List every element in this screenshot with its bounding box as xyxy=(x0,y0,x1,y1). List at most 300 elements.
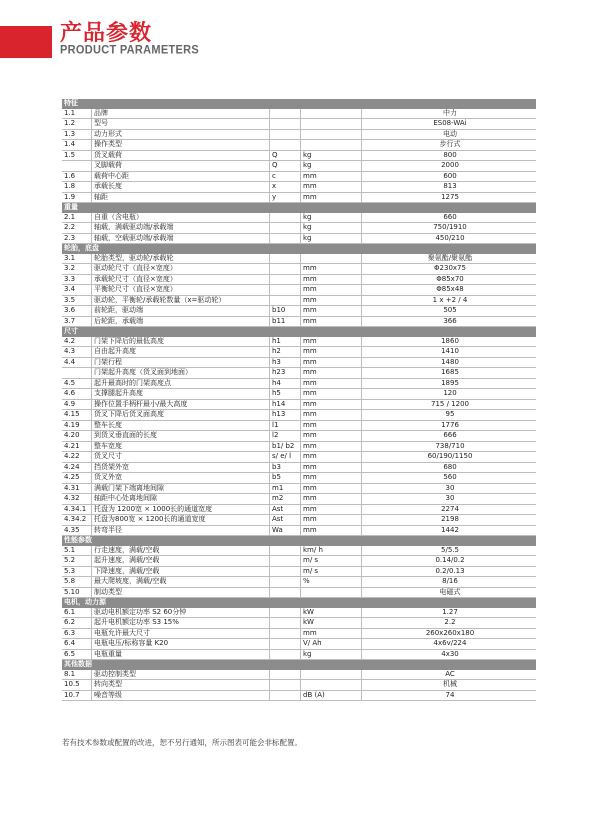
row-value: 2274 xyxy=(362,504,537,515)
row-number: 4.2 xyxy=(62,337,92,347)
row-number: 4.24 xyxy=(62,462,92,473)
row-symbol xyxy=(270,556,301,567)
row-name: 门架下降后的最低高度 xyxy=(92,337,270,347)
table-row xyxy=(62,628,536,639)
table-row xyxy=(62,378,536,389)
row-unit: mm xyxy=(301,389,362,400)
row-number: 4.35 xyxy=(62,525,92,536)
row-symbol: x xyxy=(270,182,301,193)
row-symbol xyxy=(270,264,301,275)
row-name: 前轮距，驱动端 xyxy=(92,306,270,317)
row-value: 0.2/0.13 xyxy=(362,566,537,577)
row-number: 10.7 xyxy=(62,690,92,701)
row-symbol: h5 xyxy=(270,389,301,400)
row-number: 4.4 xyxy=(62,357,92,368)
row-name: 行走速度，满载/空载 xyxy=(92,546,270,556)
page-subtitle: PRODUCT PARAMETERS xyxy=(60,43,200,57)
row-name: 制动类型 xyxy=(92,587,270,598)
row-number: 1.3 xyxy=(62,129,92,140)
row-number: 5.10 xyxy=(62,587,92,598)
table-row xyxy=(62,556,536,567)
table-row xyxy=(62,690,536,701)
row-value: 600 xyxy=(362,171,537,182)
table-row xyxy=(62,649,536,660)
table-row xyxy=(62,119,536,130)
row-unit: kg xyxy=(301,150,362,161)
section-title: 电机，动力源 xyxy=(62,598,536,608)
row-name: 起升电机额定功率 S3 15% xyxy=(92,618,270,629)
row-name: 自由起升高度 xyxy=(92,347,270,358)
row-name: 支撑腿起升高度 xyxy=(92,389,270,400)
row-value: Φ85x70 xyxy=(362,274,537,285)
row-unit xyxy=(301,129,362,140)
row-symbol: h1 xyxy=(270,337,301,347)
row-value: 750/1910 xyxy=(362,223,537,234)
row-number: 4.34.1 xyxy=(62,504,92,515)
row-unit: mm xyxy=(301,378,362,389)
row-number: 4.31 xyxy=(62,483,92,494)
row-value: 1 x +2 / 4 xyxy=(362,295,537,306)
section-header xyxy=(62,99,536,109)
row-value: 电动 xyxy=(362,129,537,140)
row-symbol: m1 xyxy=(270,483,301,494)
row-number: 3.4 xyxy=(62,285,92,296)
row-number xyxy=(62,161,92,172)
row-number: 1.5 xyxy=(62,150,92,161)
row-symbol: b10 xyxy=(270,306,301,317)
row-unit: mm xyxy=(301,295,362,306)
table-row xyxy=(62,233,536,244)
row-number: 5.8 xyxy=(62,577,92,588)
row-unit: mm xyxy=(301,192,362,203)
row-name: 转向类型 xyxy=(92,680,270,691)
row-value: Φ85x48 xyxy=(362,285,537,296)
row-symbol: y xyxy=(270,192,301,203)
row-value: 738/710 xyxy=(362,441,537,452)
section-title: 其他数据 xyxy=(62,660,536,670)
row-unit: kg xyxy=(301,649,362,660)
row-value: 1480 xyxy=(362,357,537,368)
row-symbol: h23 xyxy=(270,368,301,379)
row-name: 整车长度 xyxy=(92,420,270,431)
row-symbol xyxy=(270,274,301,285)
table-row xyxy=(62,566,536,577)
row-name: 起升速度，满载/空载 xyxy=(92,556,270,567)
row-symbol: b11 xyxy=(270,316,301,327)
row-symbol: Q xyxy=(270,150,301,161)
table-row xyxy=(62,441,536,452)
row-name: 门架起升高度（货叉面到地面） xyxy=(92,368,270,379)
row-name: 转弯半径 xyxy=(92,525,270,536)
row-value: 1275 xyxy=(362,192,537,203)
row-value: 1442 xyxy=(362,525,537,536)
row-number: 6.2 xyxy=(62,618,92,629)
row-name: 自重（含电瓶） xyxy=(92,213,270,223)
row-number: 4.5 xyxy=(62,378,92,389)
row-unit: kg xyxy=(301,233,362,244)
row-value: 666 xyxy=(362,431,537,442)
row-value: ES08-WAi xyxy=(362,119,537,130)
table-row xyxy=(62,109,536,119)
row-unit xyxy=(301,670,362,680)
row-number: 10.5 xyxy=(62,680,92,691)
table-row xyxy=(62,171,536,182)
row-name: 操作类型 xyxy=(92,140,270,151)
table-row xyxy=(62,462,536,473)
row-unit: kW xyxy=(301,618,362,629)
section-title: 重量 xyxy=(62,203,536,213)
section-title: 尺寸 xyxy=(62,327,536,337)
row-unit: km/ h xyxy=(301,546,362,556)
row-value: 95 xyxy=(362,410,537,421)
row-value: 800 xyxy=(362,150,537,161)
row-value: 1685 xyxy=(362,368,537,379)
row-unit xyxy=(301,254,362,264)
row-number: 4.3 xyxy=(62,347,92,358)
row-unit: mm xyxy=(301,347,362,358)
row-name: 轴距中心处离地间隙 xyxy=(92,494,270,505)
table-row xyxy=(62,213,536,223)
row-name: 型号 xyxy=(92,119,270,130)
table-row xyxy=(62,639,536,650)
row-symbol: m2 xyxy=(270,494,301,505)
row-number: 3.5 xyxy=(62,295,92,306)
row-name: 叉脚载荷 xyxy=(92,161,270,172)
table-row xyxy=(62,285,536,296)
table-row xyxy=(62,264,536,275)
row-name: 整车宽度 xyxy=(92,441,270,452)
table-row xyxy=(62,357,536,368)
row-unit: mm xyxy=(301,337,362,347)
row-name: 品牌 xyxy=(92,109,270,119)
row-symbol xyxy=(270,546,301,556)
row-number: 4.34.2 xyxy=(62,515,92,526)
table-row xyxy=(62,368,536,379)
row-name: 承载轮尺寸（直径×宽度） xyxy=(92,274,270,285)
row-number: 5.1 xyxy=(62,546,92,556)
table-row xyxy=(62,129,536,140)
row-number: 6.5 xyxy=(62,649,92,660)
row-number: 2.3 xyxy=(62,233,92,244)
row-value: AC xyxy=(362,670,537,680)
row-value: 中力 xyxy=(362,109,537,119)
table-row xyxy=(62,608,536,618)
row-symbol xyxy=(270,566,301,577)
row-unit: mm xyxy=(301,628,362,639)
table-row xyxy=(62,494,536,505)
row-symbol xyxy=(270,254,301,264)
row-number: 6.1 xyxy=(62,608,92,618)
row-name: 噪音等级 xyxy=(92,690,270,701)
row-name: 驱动控制类型 xyxy=(92,670,270,680)
row-number: 4.9 xyxy=(62,399,92,410)
row-number: 1.1 xyxy=(62,109,92,119)
table-row xyxy=(62,431,536,442)
table-row xyxy=(62,316,536,327)
section-header xyxy=(62,536,536,546)
row-unit: mm xyxy=(301,441,362,452)
row-value: 30 xyxy=(362,494,537,505)
row-value: 机械 xyxy=(362,680,537,691)
row-unit xyxy=(301,587,362,598)
row-number: 1.8 xyxy=(62,182,92,193)
row-value: 2198 xyxy=(362,515,537,526)
table-row xyxy=(62,306,536,317)
row-symbol: h3 xyxy=(270,357,301,368)
row-symbol xyxy=(270,618,301,629)
row-value: 步行式 xyxy=(362,140,537,151)
row-number: 4.19 xyxy=(62,420,92,431)
row-unit: m/ s xyxy=(301,556,362,567)
row-symbol xyxy=(270,295,301,306)
row-value: 813 xyxy=(362,182,537,193)
row-symbol: b1/ b2 xyxy=(270,441,301,452)
row-value: 260x260x180 xyxy=(362,628,537,639)
row-value: 715 / 1200 xyxy=(362,399,537,410)
row-unit: mm xyxy=(301,368,362,379)
row-symbol: l2 xyxy=(270,431,301,442)
table-row xyxy=(62,295,536,306)
table-row xyxy=(62,420,536,431)
row-unit: kW xyxy=(301,608,362,618)
table-row xyxy=(62,670,536,680)
row-number: 3.2 xyxy=(62,264,92,275)
header-red-bar xyxy=(0,26,52,58)
row-symbol: b3 xyxy=(270,462,301,473)
row-number: 1.6 xyxy=(62,171,92,182)
row-number: 3.3 xyxy=(62,274,92,285)
row-value: 450/210 xyxy=(362,233,537,244)
row-name: 载荷中心距 xyxy=(92,171,270,182)
row-value: 1410 xyxy=(362,347,537,358)
row-symbol xyxy=(270,223,301,234)
row-name: 轴载，满载驱动端/承载端 xyxy=(92,223,270,234)
row-number: 4.22 xyxy=(62,452,92,463)
row-unit: mm xyxy=(301,316,362,327)
table-row xyxy=(62,473,536,484)
row-value: 30 xyxy=(362,483,537,494)
table-row xyxy=(62,274,536,285)
row-unit: mm xyxy=(301,171,362,182)
row-value: 1895 xyxy=(362,378,537,389)
section-title: 特征 xyxy=(62,99,536,109)
row-symbol xyxy=(270,233,301,244)
row-name: 平衡轮尺寸（直径×宽度） xyxy=(92,285,270,296)
row-number: 6.3 xyxy=(62,628,92,639)
row-symbol xyxy=(270,285,301,296)
table-row xyxy=(62,504,536,515)
row-symbol xyxy=(270,690,301,701)
row-value: 电磁式 xyxy=(362,587,537,598)
table-row xyxy=(62,452,536,463)
table-row xyxy=(62,618,536,629)
row-symbol: h13 xyxy=(270,410,301,421)
row-symbol xyxy=(270,213,301,223)
row-name: 轮胎类型，驱动轮/承载轮 xyxy=(92,254,270,264)
table-row xyxy=(62,515,536,526)
row-unit: mm xyxy=(301,525,362,536)
row-name: 挡货架外宽 xyxy=(92,462,270,473)
section-header xyxy=(62,598,536,608)
row-number: 3.7 xyxy=(62,316,92,327)
row-symbol xyxy=(270,628,301,639)
row-unit: V/ Ah xyxy=(301,639,362,650)
row-unit: mm xyxy=(301,420,362,431)
section-title: 轮胎，底盘 xyxy=(62,244,536,254)
row-number: 4.32 xyxy=(62,494,92,505)
row-unit xyxy=(301,109,362,119)
row-name: 电瓶电压/标称容量 K20 xyxy=(92,639,270,650)
row-value: 1860 xyxy=(362,337,537,347)
table-row xyxy=(62,192,536,203)
row-unit: mm xyxy=(301,462,362,473)
row-name: 后轮距，承载端 xyxy=(92,316,270,327)
row-unit: dB (A) xyxy=(301,690,362,701)
row-unit: m/ s xyxy=(301,566,362,577)
row-symbol xyxy=(270,109,301,119)
row-symbol: h2 xyxy=(270,347,301,358)
row-symbol xyxy=(270,119,301,130)
row-name: 电瓶重量 xyxy=(92,649,270,660)
row-name: 驱动轮，平衡轮/承载轮数量（x=驱动轮） xyxy=(92,295,270,306)
row-name: 动力形式 xyxy=(92,129,270,140)
row-value: 1776 xyxy=(362,420,537,431)
footer-note: 若有技术参数或配置的改进，恕不另行通知，所示图表可能会非标配置。 xyxy=(62,738,302,747)
row-name: 托盘为800宽 × 1200长的通道宽度 xyxy=(92,515,270,526)
row-value: 366 xyxy=(362,316,537,327)
row-value: 560 xyxy=(362,473,537,484)
row-value: 680 xyxy=(362,462,537,473)
row-name: 电瓶允许最大尺寸 xyxy=(92,628,270,639)
row-value: 2.2 xyxy=(362,618,537,629)
row-symbol xyxy=(270,608,301,618)
row-name: 驱动电机额定功率 S2 60分钟 xyxy=(92,608,270,618)
parameters-table xyxy=(62,98,536,701)
row-unit: mm xyxy=(301,399,362,410)
row-value: 505 xyxy=(362,306,537,317)
table-row xyxy=(62,680,536,691)
row-name: 货叉载荷 xyxy=(92,150,270,161)
row-value: Φ230x75 xyxy=(362,264,537,275)
row-symbol xyxy=(270,129,301,140)
row-number: 4.25 xyxy=(62,473,92,484)
row-unit: mm xyxy=(301,285,362,296)
row-name: 货叉外宽 xyxy=(92,473,270,484)
table-row xyxy=(62,150,536,161)
row-unit: mm xyxy=(301,483,362,494)
row-symbol xyxy=(270,587,301,598)
row-value: 74 xyxy=(362,690,537,701)
row-symbol xyxy=(270,680,301,691)
row-unit xyxy=(301,140,362,151)
row-value: 8/16 xyxy=(362,577,537,588)
row-number: 4.6 xyxy=(62,389,92,400)
row-unit: mm xyxy=(301,274,362,285)
row-name: 起升最高时的门架高度点 xyxy=(92,378,270,389)
row-value: 60/190/1150 xyxy=(362,452,537,463)
table-row xyxy=(62,223,536,234)
row-number: 1.4 xyxy=(62,140,92,151)
row-number: 4.21 xyxy=(62,441,92,452)
row-symbol xyxy=(270,140,301,151)
row-symbol: s/ e/ l xyxy=(270,452,301,463)
row-name: 最大爬坡度，满载/空载 xyxy=(92,577,270,588)
row-value: 120 xyxy=(362,389,537,400)
row-value: 4x6v/224 xyxy=(362,639,537,650)
row-name: 货叉尺寸 xyxy=(92,452,270,463)
row-symbol: c xyxy=(270,171,301,182)
table-row xyxy=(62,546,536,556)
row-value: 660 xyxy=(362,213,537,223)
row-number xyxy=(62,368,92,379)
table-row xyxy=(62,389,536,400)
row-name: 驱动轮尺寸（直径×宽度） xyxy=(92,264,270,275)
table-row xyxy=(62,337,536,347)
row-value: 4x30 xyxy=(362,649,537,660)
row-number: 1.9 xyxy=(62,192,92,203)
row-unit: mm xyxy=(301,473,362,484)
row-unit: mm xyxy=(301,264,362,275)
row-symbol: h14 xyxy=(270,399,301,410)
row-unit: mm xyxy=(301,504,362,515)
row-unit: mm xyxy=(301,357,362,368)
row-value: 2000 xyxy=(362,161,537,172)
row-unit xyxy=(301,119,362,130)
row-unit: kg xyxy=(301,223,362,234)
row-symbol: Ast xyxy=(270,515,301,526)
table-row xyxy=(62,161,536,172)
page-title: 产品参数 xyxy=(60,21,153,46)
row-symbol xyxy=(270,577,301,588)
row-name: 承载长度 xyxy=(92,182,270,193)
row-symbol: b5 xyxy=(270,473,301,484)
row-name: 货叉下降后货叉面高度 xyxy=(92,410,270,421)
row-name: 下降速度，满载/空载 xyxy=(92,566,270,577)
row-unit: mm xyxy=(301,182,362,193)
row-unit: mm xyxy=(301,452,362,463)
table-row xyxy=(62,399,536,410)
row-number: 3.6 xyxy=(62,306,92,317)
row-unit: % xyxy=(301,577,362,588)
row-unit: kg xyxy=(301,213,362,223)
row-symbol xyxy=(270,649,301,660)
row-number: 5.3 xyxy=(62,566,92,577)
row-number: 2.2 xyxy=(62,223,92,234)
row-symbol xyxy=(270,670,301,680)
section-header xyxy=(62,244,536,254)
row-unit: mm xyxy=(301,494,362,505)
section-header xyxy=(62,327,536,337)
row-name: 轴载，空载驱动端/承载端 xyxy=(92,233,270,244)
section-header xyxy=(62,203,536,213)
row-value: 0.14/0.2 xyxy=(362,556,537,567)
row-symbol: Ast xyxy=(270,504,301,515)
row-symbol xyxy=(270,639,301,650)
row-unit: mm xyxy=(301,306,362,317)
table-row xyxy=(62,587,536,598)
table-row xyxy=(62,577,536,588)
row-symbol: l1 xyxy=(270,420,301,431)
row-unit: mm xyxy=(301,515,362,526)
table-row xyxy=(62,254,536,264)
table-row xyxy=(62,347,536,358)
row-unit: mm xyxy=(301,410,362,421)
row-number: 6.4 xyxy=(62,639,92,650)
row-value: 5/5.5 xyxy=(362,546,537,556)
section-header xyxy=(62,660,536,670)
row-number: 4.20 xyxy=(62,431,92,442)
row-unit: kg xyxy=(301,161,362,172)
